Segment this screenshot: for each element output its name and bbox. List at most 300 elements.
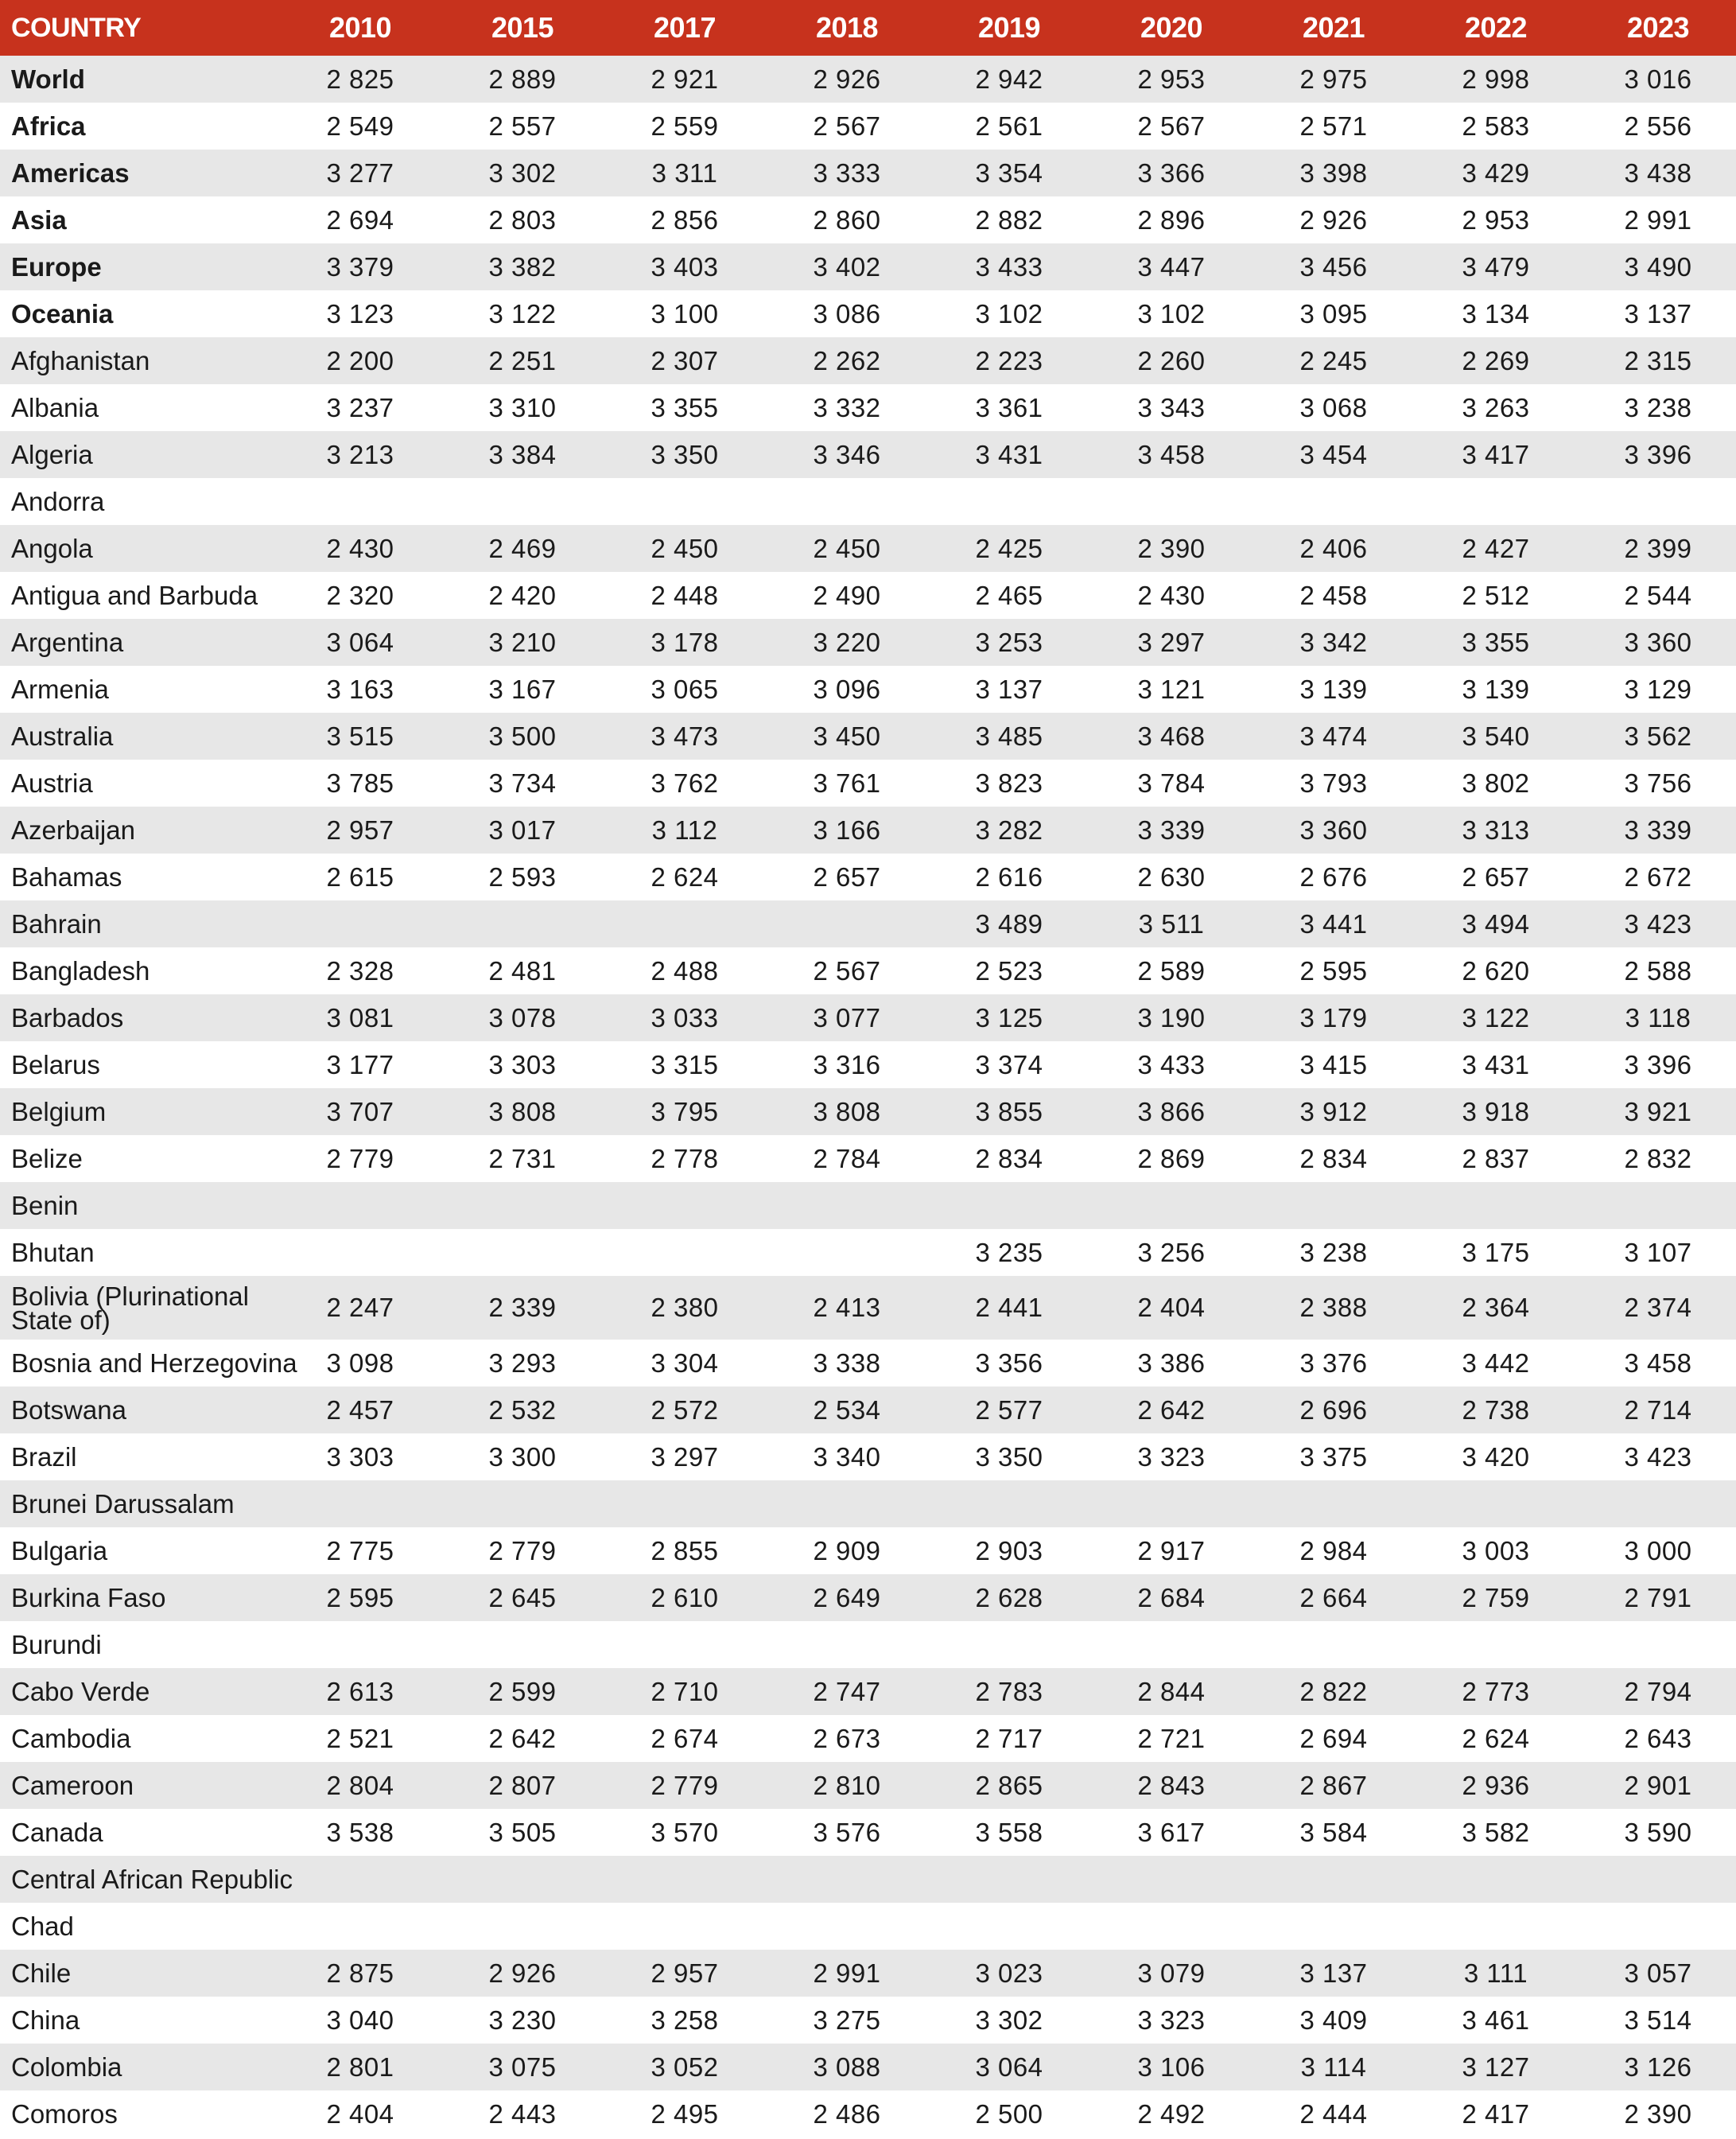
- value-cell: 3 313: [1462, 815, 1530, 845]
- value-cell: 2 589: [1137, 955, 1206, 986]
- country-name-cell: Angola: [11, 533, 93, 563]
- value-cell: [766, 1480, 928, 1527]
- value-cell: 3 784: [1137, 768, 1206, 798]
- column-header-year: 2010: [328, 11, 392, 44]
- country-name-cell: Central African Republic: [11, 1864, 293, 1894]
- value-cell: 3 064: [326, 627, 394, 657]
- value-cell: [1090, 1903, 1252, 1950]
- value-cell: 3 040: [326, 2005, 394, 2035]
- value-cell: 3 079: [1137, 1958, 1206, 1988]
- value-cell: 3 125: [975, 1002, 1043, 1033]
- value-cell: 3 057: [1624, 1958, 1692, 1988]
- value-cell: [1090, 1621, 1252, 1668]
- table-row: [0, 150, 1736, 196]
- value-cell: 3 354: [975, 158, 1043, 188]
- value-cell: [441, 1856, 604, 1903]
- value-cell: 2 957: [651, 1958, 719, 1988]
- value-cell: [766, 1182, 928, 1229]
- value-cell: 3 734: [488, 768, 557, 798]
- value-cell: 2 984: [1299, 1535, 1368, 1565]
- value-cell: 2 399: [1624, 533, 1692, 563]
- value-cell: 3 340: [813, 1441, 881, 1472]
- value-cell: 3 590: [1624, 1817, 1692, 1847]
- value-cell: 3 107: [1624, 1237, 1692, 1267]
- value-cell: 2 556: [1624, 111, 1692, 141]
- value-cell: 2 645: [488, 1582, 557, 1612]
- country-name-cell: Belgium: [11, 1096, 107, 1126]
- table-row: [0, 1229, 1736, 1276]
- value-cell: 3 323: [1137, 2005, 1206, 2035]
- value-cell: 2 315: [1624, 345, 1692, 375]
- value-cell: 3 420: [1462, 1441, 1530, 1472]
- value-cell: 3 339: [1624, 815, 1692, 845]
- value-cell: 3 447: [1137, 251, 1206, 282]
- value-cell: 2 245: [1299, 345, 1368, 375]
- value-cell: [1415, 1856, 1577, 1903]
- value-cell: [1090, 1856, 1252, 1903]
- value-cell: 3 500: [488, 721, 557, 751]
- value-cell: 2 593: [488, 861, 557, 892]
- value-cell: 3 356: [975, 1348, 1043, 1378]
- value-cell: 3 086: [813, 298, 881, 329]
- value-cell: 2 406: [1299, 533, 1368, 563]
- value-cell: 3 762: [651, 768, 719, 798]
- value-cell: 2 822: [1299, 1676, 1368, 1706]
- value-cell: 3 582: [1462, 1817, 1530, 1847]
- value-cell: 3 300: [488, 1441, 557, 1472]
- country-name-cell: World: [11, 64, 85, 94]
- table-row: [0, 854, 1736, 900]
- value-cell: 2 953: [1462, 204, 1530, 235]
- value-cell: 3 323: [1137, 1441, 1206, 1472]
- value-cell: 2 721: [1137, 1723, 1206, 1753]
- value-cell: 3 078: [488, 1002, 557, 1033]
- value-cell: 3 052: [651, 2051, 719, 2082]
- value-cell: 2 837: [1462, 1143, 1530, 1173]
- value-cell: [1415, 1480, 1577, 1527]
- country-name-cell: Comoros: [11, 2098, 118, 2129]
- country-name-cell: Cabo Verde: [11, 1676, 150, 1706]
- value-cell: [1577, 1903, 1736, 1950]
- country-name-cell: Barbados: [11, 1002, 124, 1033]
- value-cell: 2 486: [813, 2098, 881, 2129]
- value-cell: 2 630: [1137, 861, 1206, 892]
- value-cell: 2 615: [326, 861, 394, 892]
- value-cell: 3 423: [1624, 1441, 1692, 1472]
- value-cell: 3 238: [1299, 1237, 1368, 1267]
- value-cell: 3 220: [813, 627, 881, 657]
- value-cell: 2 624: [1462, 1723, 1530, 1753]
- table-row: [0, 384, 1736, 431]
- value-cell: 3 302: [488, 158, 557, 188]
- value-cell: 3 398: [1299, 158, 1368, 188]
- value-cell: 2 262: [813, 345, 881, 375]
- table-row: [0, 1182, 1736, 1229]
- value-cell: [766, 1903, 928, 1950]
- value-cell: 3 256: [1137, 1237, 1206, 1267]
- value-cell: [1090, 478, 1252, 525]
- value-cell: [1415, 1903, 1577, 1950]
- value-cell: [279, 478, 441, 525]
- value-cell: 2 425: [975, 533, 1043, 563]
- value-cell: 2 567: [813, 111, 881, 141]
- value-cell: 3 016: [1624, 64, 1692, 94]
- value-cell: [441, 478, 604, 525]
- value-cell: 3 431: [975, 439, 1043, 469]
- value-cell: 3 921: [1624, 1096, 1692, 1126]
- value-cell: 3 489: [975, 908, 1043, 939]
- value-cell: 2 561: [975, 111, 1043, 141]
- value-cell: 2 875: [326, 1958, 394, 1988]
- value-cell: 3 339: [1137, 815, 1206, 845]
- value-cell: 2 380: [651, 1293, 719, 1322]
- table-row: [0, 1041, 1736, 1088]
- table-row: [0, 1809, 1736, 1856]
- country-name-cell: Asia: [11, 204, 67, 235]
- value-cell: 2 775: [326, 1535, 394, 1565]
- value-cell: 2 492: [1137, 2098, 1206, 2129]
- value-cell: 3 423: [1624, 908, 1692, 939]
- value-cell: [766, 1621, 928, 1668]
- value-cell: 2 223: [975, 345, 1043, 375]
- value-cell: [928, 1856, 1090, 1903]
- value-cell: 3 121: [1137, 674, 1206, 704]
- value-cell: 2 867: [1299, 1770, 1368, 1800]
- value-cell: 3 342: [1299, 627, 1368, 657]
- country-name-cell: Bangladesh: [11, 955, 150, 986]
- value-cell: 2 844: [1137, 1676, 1206, 1706]
- value-cell: 3 494: [1462, 908, 1530, 939]
- value-cell: 2 773: [1462, 1676, 1530, 1706]
- value-cell: 3 338: [813, 1348, 881, 1378]
- value-cell: [1252, 1903, 1415, 1950]
- value-cell: 2 441: [975, 1293, 1043, 1322]
- value-cell: 2 624: [651, 861, 719, 892]
- country-name-cell: Albania: [11, 392, 99, 422]
- value-cell: 3 106: [1137, 2051, 1206, 2082]
- table-row: [0, 243, 1736, 290]
- value-cell: 2 860: [813, 204, 881, 235]
- value-cell: 2 957: [326, 815, 394, 845]
- country-name-cell: Argentina: [11, 627, 124, 657]
- value-cell: 2 825: [326, 64, 394, 94]
- value-cell: 2 390: [1137, 533, 1206, 563]
- value-cell: 2 320: [326, 580, 394, 610]
- country-name-cell: Antigua and Barbuda: [11, 580, 258, 610]
- column-header-year: 2020: [1140, 11, 1203, 44]
- table-row: [0, 1088, 1736, 1135]
- value-cell: 2 673: [813, 1723, 881, 1753]
- value-cell: 3 316: [813, 1049, 881, 1079]
- value-cell: [279, 1229, 441, 1276]
- value-cell: 3 023: [975, 1958, 1043, 1988]
- value-cell: 2 738: [1462, 1394, 1530, 1425]
- value-cell: 3 785: [326, 768, 394, 798]
- column-header-country: COUNTRY: [11, 12, 142, 43]
- value-cell: 3 438: [1624, 158, 1692, 188]
- value-cell: 2 469: [488, 533, 557, 563]
- value-cell: 3 756: [1624, 768, 1692, 798]
- value-cell: 3 343: [1137, 392, 1206, 422]
- value-cell: 2 512: [1462, 580, 1530, 610]
- value-cell: 3 122: [1462, 1002, 1530, 1033]
- value-cell: [441, 1229, 604, 1276]
- value-cell: 2 364: [1462, 1293, 1530, 1322]
- value-cell: 2 430: [326, 533, 394, 563]
- value-cell: 3 538: [326, 1817, 394, 1847]
- value-cell: 2 572: [651, 1394, 719, 1425]
- value-cell: 2 444: [1299, 2098, 1368, 2129]
- country-name-cell: Americas: [11, 158, 130, 188]
- value-cell: 2 404: [326, 2098, 394, 2129]
- table-row: [0, 2090, 1736, 2137]
- table-row: [0, 56, 1736, 103]
- table-row: [0, 2044, 1736, 2090]
- table-row: [0, 1433, 1736, 1480]
- value-cell: 2 794: [1624, 1676, 1692, 1706]
- table-row: [0, 478, 1736, 525]
- table-row: [0, 290, 1736, 337]
- value-cell: 3 129: [1624, 674, 1692, 704]
- country-name-cell: Bulgaria: [11, 1535, 108, 1565]
- value-cell: [441, 1903, 604, 1950]
- value-cell: 3 033: [651, 1002, 719, 1033]
- column-header-year: 2017: [653, 11, 717, 44]
- value-cell: [1252, 1182, 1415, 1229]
- value-cell: 3 855: [975, 1096, 1043, 1126]
- column-header-year: 2019: [977, 11, 1041, 44]
- value-cell: 2 731: [488, 1143, 557, 1173]
- value-cell: 2 953: [1137, 64, 1206, 94]
- value-cell: 3 355: [1462, 627, 1530, 657]
- value-cell: 3 402: [813, 251, 881, 282]
- value-cell: [1415, 1182, 1577, 1229]
- value-cell: 2 714: [1624, 1394, 1692, 1425]
- country-name-cell: Andorra: [11, 486, 105, 516]
- value-cell: 3 293: [488, 1348, 557, 1378]
- value-cell: 2 521: [326, 1723, 394, 1753]
- value-cell: 3 505: [488, 1817, 557, 1847]
- value-cell: 3 562: [1624, 721, 1692, 751]
- value-cell: 2 801: [326, 2051, 394, 2082]
- value-cell: 2 450: [651, 533, 719, 563]
- value-cell: 3 355: [651, 392, 719, 422]
- column-header-year: 2023: [1626, 11, 1690, 44]
- value-cell: 2 577: [975, 1394, 1043, 1425]
- country-name-cell: Burundi: [11, 1629, 102, 1659]
- table-row: [0, 1668, 1736, 1715]
- value-cell: 3 866: [1137, 1096, 1206, 1126]
- value-cell: 2 942: [975, 64, 1043, 94]
- value-cell: 3 111: [1463, 1958, 1528, 1988]
- value-cell: [928, 478, 1090, 525]
- value-cell: 3 311: [651, 158, 718, 188]
- value-cell: 2 488: [651, 955, 719, 986]
- country-name-cell: Afghanistan: [11, 345, 150, 375]
- country-name-cell: Botswana: [11, 1394, 126, 1425]
- value-cell: 2 803: [488, 204, 557, 235]
- value-cell: 3 068: [1299, 392, 1368, 422]
- value-cell: 2 417: [1462, 2098, 1530, 2129]
- value-cell: 2 642: [488, 1723, 557, 1753]
- value-cell: 2 810: [813, 1770, 881, 1800]
- table-row: [0, 196, 1736, 243]
- country-name-cell: Bhutan: [11, 1237, 95, 1267]
- value-cell: 3 297: [651, 1441, 719, 1472]
- table-row: [0, 807, 1736, 854]
- value-cell: 3 570: [651, 1817, 719, 1847]
- country-name-cell: Colombia: [11, 2051, 122, 2082]
- value-cell: 3 403: [651, 251, 719, 282]
- value-cell: 2 534: [813, 1394, 881, 1425]
- table-row: [0, 1997, 1736, 2044]
- value-cell: [441, 1621, 604, 1668]
- table-row: [0, 1527, 1736, 1574]
- value-cell: 3 415: [1299, 1049, 1368, 1079]
- value-cell: 2 896: [1137, 204, 1206, 235]
- value-cell: 2 260: [1137, 345, 1206, 375]
- value-cell: [1577, 1182, 1736, 1229]
- value-cell: 3 433: [1137, 1049, 1206, 1079]
- value-cell: 3 302: [975, 2005, 1043, 2035]
- value-cell: 3 802: [1462, 768, 1530, 798]
- country-name-cell: Austria: [11, 768, 93, 798]
- country-name-cell: Africa: [11, 111, 86, 141]
- value-cell: [1090, 1182, 1252, 1229]
- value-cell: [1577, 478, 1736, 525]
- value-cell: 2 583: [1462, 111, 1530, 141]
- country-name-cell: Azerbaijan: [11, 815, 135, 845]
- table-row: [0, 1386, 1736, 1433]
- value-cell: 3 210: [488, 627, 557, 657]
- value-cell: [279, 900, 441, 947]
- table-body: [0, 56, 1736, 2137]
- country-name-cell: Bahamas: [11, 861, 122, 892]
- value-cell: [604, 900, 766, 947]
- value-cell: 2 926: [813, 64, 881, 94]
- value-cell: 3 098: [326, 1348, 394, 1378]
- table-row: [0, 994, 1736, 1041]
- value-cell: 2 791: [1624, 1582, 1692, 1612]
- value-cell: 2 595: [326, 1582, 394, 1612]
- value-cell: 3 761: [813, 768, 881, 798]
- value-cell: 2 717: [975, 1723, 1043, 1753]
- value-cell: 3 102: [1137, 298, 1206, 329]
- value-cell: 3 137: [1624, 298, 1692, 329]
- value-cell: 3 137: [1299, 1958, 1368, 1988]
- value-cell: [279, 1480, 441, 1527]
- value-cell: 2 926: [1299, 204, 1368, 235]
- value-cell: 3 166: [813, 815, 881, 845]
- value-cell: [441, 900, 604, 947]
- value-cell: [1252, 478, 1415, 525]
- column-header-year: 2018: [815, 11, 879, 44]
- value-cell: 3 127: [1462, 2051, 1530, 2082]
- value-cell: 3 178: [651, 627, 719, 657]
- country-name-cell: Chad: [11, 1911, 74, 1941]
- value-cell: 3 375: [1299, 1441, 1368, 1472]
- value-cell: 3 310: [488, 392, 557, 422]
- value-cell: 3 275: [813, 2005, 881, 2035]
- country-name-cell: Oceania: [11, 298, 114, 329]
- value-cell: 2 855: [651, 1535, 719, 1565]
- value-cell: 3 237: [326, 392, 394, 422]
- value-cell: 3 096: [813, 674, 881, 704]
- value-cell: 2 430: [1137, 580, 1206, 610]
- value-cell: [441, 1480, 604, 1527]
- value-cell: 3 795: [651, 1096, 719, 1126]
- value-cell: 3 540: [1462, 721, 1530, 751]
- value-cell: 3 315: [651, 1049, 719, 1079]
- value-cell: 2 657: [1462, 861, 1530, 892]
- value-cell: 3 584: [1299, 1817, 1368, 1847]
- value-cell: 2 998: [1462, 64, 1530, 94]
- value-cell: 3 088: [813, 2051, 881, 2082]
- value-cell: [1415, 1621, 1577, 1668]
- value-cell: [279, 1621, 441, 1668]
- value-cell: 2 779: [651, 1770, 719, 1800]
- value-cell: 2 672: [1624, 861, 1692, 892]
- value-cell: 3 118: [1625, 1002, 1691, 1033]
- value-cell: 2 544: [1624, 580, 1692, 610]
- value-cell: 3 384: [488, 439, 557, 469]
- value-cell: 2 420: [488, 580, 557, 610]
- value-cell: 3 282: [975, 815, 1043, 845]
- value-cell: 3 100: [651, 298, 719, 329]
- value-cell: 2 620: [1462, 955, 1530, 986]
- value-cell: 3 081: [326, 1002, 394, 1033]
- value-cell: 3 707: [326, 1096, 394, 1126]
- value-cell: 3 429: [1462, 158, 1530, 188]
- country-name-cell: Bahrain: [11, 908, 102, 939]
- value-cell: 2 779: [488, 1535, 557, 1565]
- value-cell: [604, 1856, 766, 1903]
- value-cell: 3 479: [1462, 251, 1530, 282]
- value-cell: 3 003: [1462, 1535, 1530, 1565]
- country-name-cell: Benin: [11, 1190, 79, 1220]
- value-cell: 3 417: [1462, 439, 1530, 469]
- value-cell: 2 676: [1299, 861, 1368, 892]
- value-cell: 3 458: [1137, 439, 1206, 469]
- value-cell: [928, 1182, 1090, 1229]
- column-header-year: 2015: [491, 11, 554, 44]
- table-row: [0, 337, 1736, 384]
- value-cell: 3 179: [1299, 1002, 1368, 1033]
- value-cell: 3 823: [975, 768, 1043, 798]
- value-cell: 3 808: [488, 1096, 557, 1126]
- table-row: [0, 1276, 1736, 1340]
- value-cell: [604, 1903, 766, 1950]
- value-cell: 3 122: [488, 298, 557, 329]
- value-cell: 2 664: [1299, 1582, 1368, 1612]
- value-cell: 2 843: [1137, 1770, 1206, 1800]
- value-cell: 3 102: [975, 298, 1043, 329]
- value-cell: 3 065: [651, 674, 719, 704]
- value-cell: 3 912: [1299, 1096, 1368, 1126]
- value-cell: 3 433: [975, 251, 1043, 282]
- value-cell: 3 332: [813, 392, 881, 422]
- value-cell: 3 303: [326, 1441, 394, 1472]
- value-cell: 3 350: [975, 1441, 1043, 1472]
- table-row: [0, 1480, 1736, 1527]
- value-cell: 3 490: [1624, 251, 1692, 282]
- value-cell: 3 366: [1137, 158, 1206, 188]
- value-cell: 2 458: [1299, 580, 1368, 610]
- value-cell: 2 390: [1624, 2098, 1692, 2129]
- value-cell: 3 374: [975, 1049, 1043, 1079]
- table-row: [0, 1621, 1736, 1668]
- value-cell: 2 778: [651, 1143, 719, 1173]
